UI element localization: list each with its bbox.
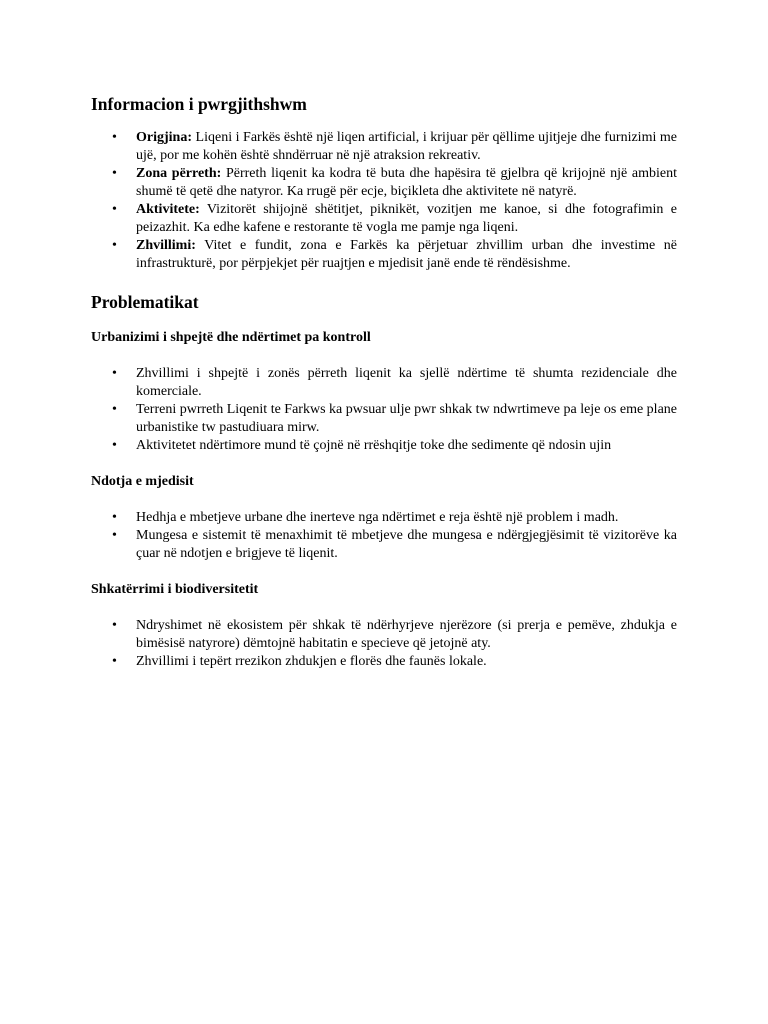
list-item [91, 437, 677, 455]
list-item [91, 509, 677, 527]
item-text: Mungesa e sistemit të menaxhimit të mbetjeve dhe mungesa e ndërgjegjësimit të vizitorëve ka çuar në ndotjen e brigjeve të liqenit. [136, 528, 677, 561]
bullet-icon: • [112, 202, 117, 217]
subsection-title-pollution: Ndotja e mjedisit [91, 474, 194, 489]
item-text: Hedhja e mbetjeve urbane dhe inerteve nga ndërtimet e reja është një problem i madh. [136, 510, 619, 525]
item-text: Terreni pwrreth Liqenit te Farkws ka pwsuar ulje pwr shkak tw ndwrtimeve pa leje os eme plane urbanistike tw pastudiuara mirw. [136, 402, 677, 435]
subsection-title-urbanization: Urbanizimi i shpejtë dhe ndërtimet pa kontroll [91, 330, 371, 345]
item-text: Përreth liqenit ka kodra të buta dhe hapësira të gjelbra që krijojnë një ambient shumë të qetë dhe natyror. Ka rrugë për ecje, biçikleta dhe aktivitete në natyrë. [136, 166, 677, 199]
item-lead: Origjina: [136, 130, 192, 145]
bullet-icon: • [112, 238, 117, 253]
biodiversity-list [91, 617, 677, 671]
bullet-icon: • [112, 130, 117, 145]
item-text: Vitet e fundit, zona e Farkës ka përjetuar zhvillim urban dhe investime në infrastrukturë, por përpjekjet për ruajtjen e mjedisit janë ende të rëndësishme. [136, 238, 677, 271]
bullet-icon: • [112, 438, 117, 453]
item-lead: Zhvillimi: [136, 238, 196, 253]
bullet-icon: • [112, 402, 117, 417]
item-lead: Zona përreth: [136, 166, 222, 181]
item-text: Ndryshimet në ekosistem për shkak të ndërhyrjeve njerëzore (si prerja e pemëve, zhdukja e bimësisë natyrore) dëmtojnë habitatin e specieve që jetojnë aty. [136, 618, 677, 651]
bullet-icon: • [112, 366, 117, 381]
list-item [91, 365, 677, 401]
section-title-problems: Problematikat [91, 292, 199, 312]
list-item [91, 653, 677, 671]
list-item [91, 129, 677, 165]
list-item [91, 201, 677, 237]
list-item [91, 237, 677, 273]
urbanization-list [91, 365, 677, 455]
bullet-icon: • [112, 654, 117, 669]
subsection-title-biodiversity: Shkatërrimi i biodiversitetit [91, 582, 259, 597]
list-item [91, 527, 677, 563]
bullet-icon: • [112, 528, 117, 543]
bullet-icon: • [112, 510, 117, 525]
pollution-list [91, 509, 677, 563]
bullet-icon: • [112, 166, 117, 181]
item-text: Zhvillimi i shpejtë i zonës përreth liqenit ka sjellë ndërtime të shumta rezidenciale dhe komerciale. [136, 366, 677, 399]
item-text: Zhvillimi i tepërt rrezikon zhdukjen e florës dhe faunës lokale. [136, 654, 487, 669]
section-title-general: Informacion i pwrgjithshwm [91, 94, 307, 114]
list-item [91, 617, 677, 653]
list-item [91, 401, 677, 437]
item-text: Liqeni i Farkës është një liqen artificial, i krijuar për qëllime ujitjeje dhe furnizimi me ujë, por me kohën është shndërruar në një atraksion rekreativ. [136, 130, 677, 163]
general-info-list [91, 129, 677, 273]
item-text: Vizitorët shijojnë shëtitjet, piknikët, vozitjen me kanoe, si dhe fotografimin e peizazhit. Ka edhe kafene e restorante të vogla me pamje nga liqeni. [136, 202, 677, 235]
document-page [91, 93, 677, 671]
item-lead: Aktivitete: [136, 202, 200, 217]
list-item [91, 165, 677, 201]
bullet-icon: • [112, 618, 117, 633]
item-text: Aktivitetet ndërtimore mund të çojnë në rrëshqitje toke dhe sedimente që ndosin ujin [136, 438, 612, 453]
